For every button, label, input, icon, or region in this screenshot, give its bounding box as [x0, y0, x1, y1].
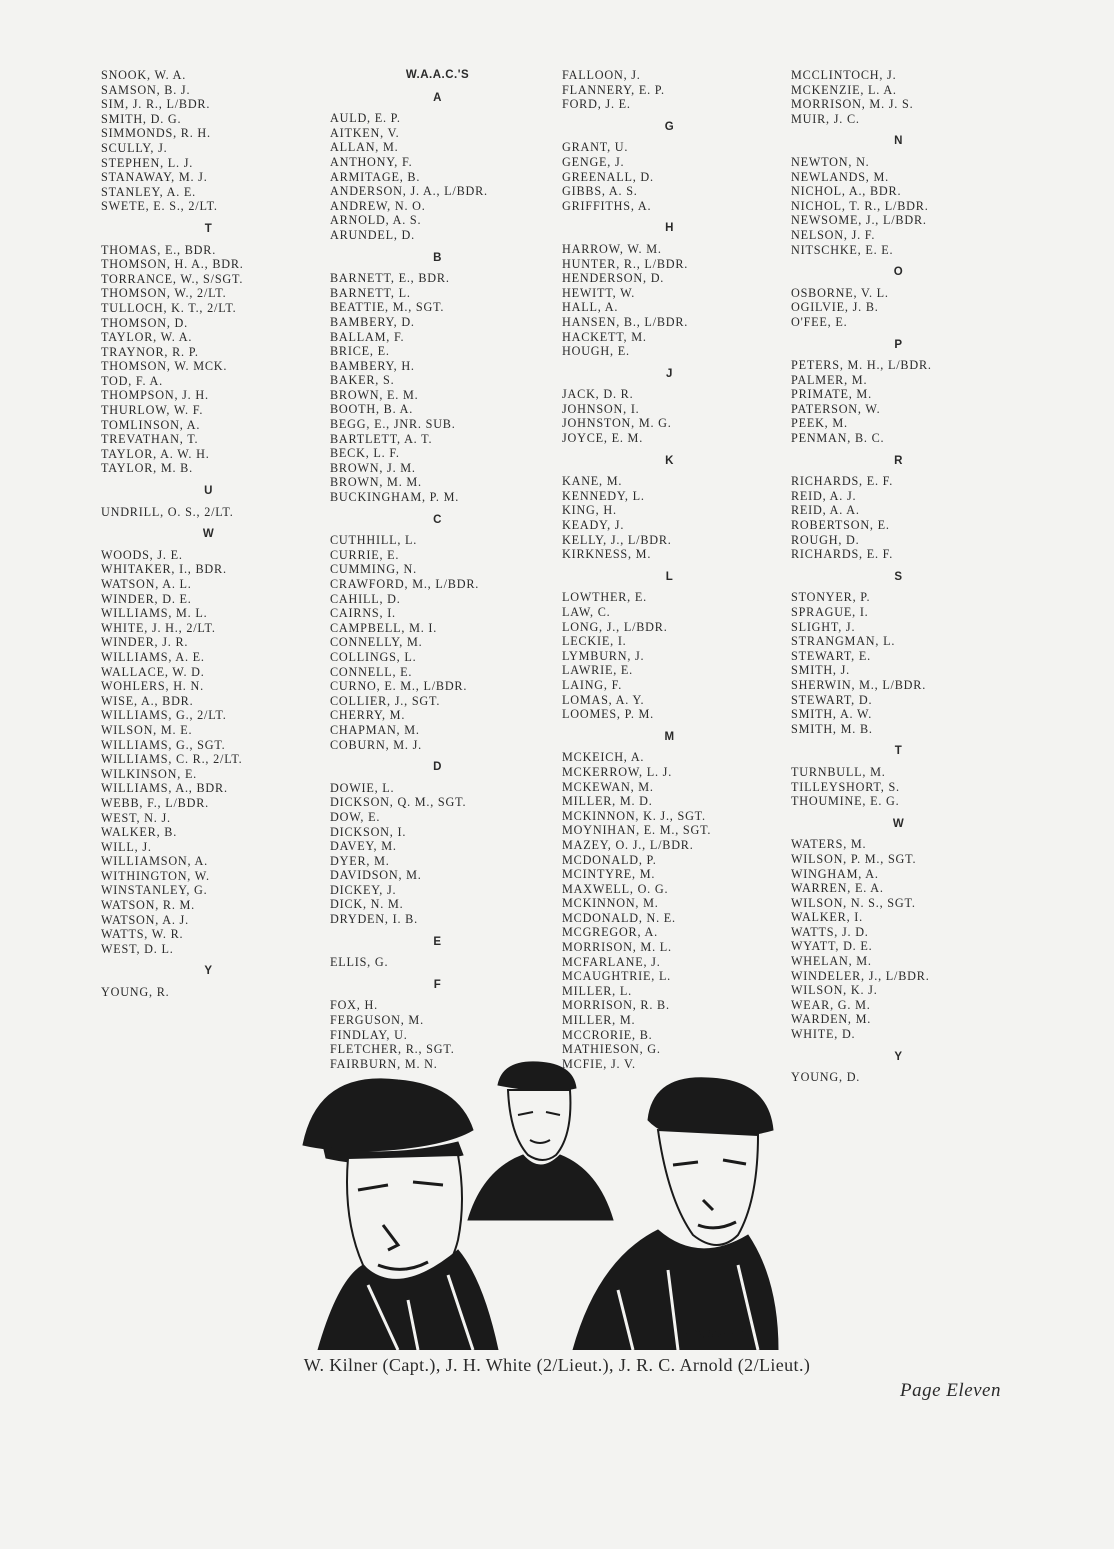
- list-item: GRIFFITHS, A.: [562, 198, 652, 213]
- list-item: MAZEY, O. J., L/BDR.: [562, 837, 694, 852]
- list-item: BROWN, E. M.: [330, 387, 419, 402]
- list-item: DICK, N. M.: [330, 897, 404, 912]
- list-item: WILSON, N. S., SGT.: [791, 895, 916, 910]
- list-item: KELLY, J., L/BDR.: [562, 532, 672, 547]
- list-item: MAXWELL, O. G.: [562, 881, 669, 896]
- list-item: ANDREW, N. O.: [330, 198, 426, 213]
- list-item: FINDLAY, U.: [330, 1027, 408, 1042]
- letter-heading: G: [664, 120, 675, 133]
- list-item: PENMAN, B. C.: [791, 431, 885, 446]
- list-item: DAVEY, M.: [330, 839, 397, 854]
- letter-heading: W: [202, 528, 215, 541]
- list-item: TULLOCH, K. T., 2/LT.: [101, 300, 237, 315]
- list-item: FLETCHER, R., SGT.: [330, 1042, 455, 1057]
- list-item: DOW, E.: [330, 809, 381, 824]
- list-item: MCKENZIE, L. A.: [791, 82, 897, 97]
- list-item: MILLER, L.: [562, 983, 632, 998]
- list-item: HEWITT, W.: [562, 285, 636, 300]
- list-item: GRANT, U.: [562, 140, 629, 155]
- list-item: REID, A. A.: [791, 503, 860, 518]
- list-item: DICKEY, J.: [330, 882, 397, 897]
- list-item: BALLAM, F.: [330, 329, 405, 344]
- page-number-label: Page Eleven: [900, 1380, 1001, 1401]
- list-item: SIMMONDS, R. H.: [101, 126, 211, 141]
- list-item: YOUNG, D.: [791, 1070, 861, 1085]
- name-column-4: [791, 68, 1006, 1085]
- list-item: NICHOL, A., BDR.: [791, 184, 902, 199]
- list-item: BEGG, E., JNR. SUB.: [330, 417, 456, 432]
- list-item: KEADY, J.: [562, 518, 625, 533]
- list-item: WINDER, D. E.: [101, 591, 192, 606]
- list-item: WINSTANLEY, G.: [101, 883, 208, 898]
- list-item: RICHARDS, E. F.: [791, 474, 894, 489]
- letter-heading: R: [894, 454, 903, 467]
- list-item: SCULLY, J.: [101, 140, 168, 155]
- list-item: KING, H.: [562, 503, 617, 518]
- list-item: LONG, J., L/BDR.: [562, 619, 668, 634]
- list-item: FALLOON, J.: [562, 68, 641, 82]
- list-item: THOMPSON, J. H.: [101, 388, 209, 403]
- list-item: WALLACE, W. D.: [101, 664, 205, 679]
- list-item: PEEK, M.: [791, 416, 848, 431]
- list-item: WOODS, J. E.: [101, 547, 183, 562]
- name-column-2: [330, 68, 545, 1071]
- list-item: TILLEYSHORT, S.: [791, 779, 900, 794]
- list-item: BARNETT, E., BDR.: [330, 271, 450, 286]
- list-item: KANE, M.: [562, 474, 623, 489]
- list-item: WILLIAMS, G., 2/LT.: [101, 708, 227, 723]
- list-item: PATERSON, W.: [791, 401, 881, 416]
- list-item: MCKERROW, L. J.: [562, 764, 673, 779]
- list-item: CUTHHILL, L.: [330, 533, 418, 548]
- list-item: WILLIAMS, G., SGT.: [101, 737, 226, 752]
- list-item: THOMSON, W., 2/LT.: [101, 286, 227, 301]
- list-item: MCDONALD, P.: [562, 852, 657, 867]
- list-item: DYER, M.: [330, 853, 390, 868]
- list-item: BARTLETT, A. T.: [330, 431, 433, 446]
- list-item: WALKER, B.: [101, 825, 178, 840]
- list-item: WATTS, W. R.: [101, 927, 184, 942]
- list-item: THOMAS, E., BDR.: [101, 242, 217, 257]
- list-item: SPRAGUE, I.: [791, 605, 869, 619]
- list-item: ELLIS, G.: [330, 955, 389, 970]
- list-item: SMITH, A. W.: [791, 707, 873, 722]
- list-item: CUMMING, N.: [330, 562, 418, 577]
- list-item: ARNOLD, A. S.: [330, 213, 422, 228]
- list-item: AITKEN, V.: [330, 125, 400, 140]
- letter-heading: E: [433, 935, 442, 948]
- list-item: HANSEN, B., L/BDR.: [562, 314, 689, 329]
- list-item: TOD, F. A.: [101, 373, 163, 388]
- list-item: HUNTER, R., L/BDR.: [562, 256, 689, 271]
- list-item: NICHOL, T. R., L/BDR.: [791, 198, 929, 213]
- list-item: WISE, A., BDR.: [101, 693, 194, 708]
- letter-heading: Y: [894, 1050, 903, 1063]
- letter-heading: J: [666, 367, 673, 380]
- list-item: CRAWFORD, M., L/BDR.: [330, 577, 480, 591]
- list-item: WEAR, G. M.: [791, 997, 871, 1012]
- section-title: W.A.A.C.'S: [405, 69, 470, 81]
- list-item: AULD, E. P.: [330, 111, 401, 126]
- list-item: DICKSON, I.: [330, 824, 407, 839]
- list-item: BOOTH, B. A.: [330, 402, 414, 417]
- letter-heading: W: [892, 817, 905, 830]
- list-item: WHITE, D.: [791, 1027, 856, 1042]
- illustration-caption: W. Kilner (Capt.), J. H. White (2/Lieut.), J. R. C. Arnold (2/Lieut.): [303, 1355, 811, 1375]
- list-item: YOUNG, R.: [101, 985, 170, 1000]
- list-item: THOUMINE, E. G.: [791, 794, 900, 809]
- list-item: STANAWAY, M. J.: [101, 170, 208, 185]
- list-item: CURNO, E. M., L/BDR.: [330, 679, 468, 694]
- list-item: REID, A. J.: [791, 488, 857, 503]
- list-item: WILLIAMS, M. L.: [101, 606, 208, 621]
- list-item: MORRISON, M. L.: [562, 940, 672, 955]
- list-item: WATSON, A. J.: [101, 912, 189, 927]
- list-item: COLLINGS, L.: [330, 649, 417, 664]
- list-item: WHITE, J. H., 2/LT.: [101, 620, 216, 635]
- list-item: WEST, N. J.: [101, 810, 171, 825]
- list-item: WOHLERS, H. N.: [101, 679, 204, 694]
- list-item: ROBERTSON, E.: [791, 518, 890, 533]
- list-item: COLLIER, J., SGT.: [330, 693, 441, 708]
- list-item: BECK, L. F.: [330, 446, 400, 461]
- list-item: LOWTHER, E.: [562, 590, 647, 605]
- list-item: HALL, A.: [562, 300, 619, 315]
- list-item: WINDER, J. R.: [101, 635, 189, 650]
- list-item: LECKIE, I.: [562, 634, 627, 649]
- list-item: BROWN, M. M.: [330, 475, 422, 490]
- list-item: PETERS, M. H., L/BDR.: [791, 358, 932, 373]
- list-item: PALMER, M.: [791, 372, 868, 387]
- list-item: SHERWIN, M., L/BDR.: [791, 677, 927, 692]
- list-item: BARNETT, L.: [330, 285, 411, 300]
- list-item: MILLER, M.: [562, 1013, 636, 1028]
- list-item: CONNELL, E.: [330, 664, 413, 679]
- list-item: JACK, D. R.: [562, 387, 634, 402]
- list-item: TAYLOR, M. B.: [101, 461, 193, 476]
- list-item: WARDEN, M.: [791, 1012, 872, 1027]
- list-item: MCKINNON, K. J., SGT.: [562, 808, 706, 823]
- list-item: CAIRNS, I.: [330, 606, 396, 621]
- list-item: ANTHONY, F.: [330, 154, 413, 169]
- list-item: MCDONALD, N. E.: [562, 910, 676, 925]
- list-item: WILL, J.: [101, 839, 152, 854]
- list-item: MATHIESON, G.: [562, 1042, 661, 1057]
- list-item: WEBB, F., L/BDR.: [101, 795, 209, 810]
- list-item: TAYLOR, W. A.: [101, 330, 193, 345]
- name-column-3: [562, 68, 777, 1071]
- list-item: WHELAN, M.: [791, 954, 872, 969]
- list-item: GIBBS, A. S.: [562, 184, 638, 199]
- list-item: WINDELER, J., L/BDR.: [791, 968, 930, 983]
- list-item: OGILVIE, J. B.: [791, 300, 879, 315]
- list-item: WEST, D. L.: [101, 941, 174, 956]
- officers-portrait-illustration: [298, 1050, 798, 1350]
- list-item: WALKER, I.: [791, 910, 863, 925]
- list-item: NEWSOME, J., L/BDR.: [791, 213, 927, 228]
- letter-heading: B: [433, 251, 442, 264]
- list-item: LOOMES, P. M.: [562, 707, 655, 722]
- list-item: BAMBERY, D.: [330, 314, 415, 329]
- list-item: HENDERSON, D.: [562, 271, 665, 286]
- letter-heading: S: [894, 570, 903, 583]
- list-item: MCFIE, J. V.: [562, 1056, 636, 1071]
- list-item: LAING, F.: [562, 677, 623, 692]
- list-item: FORD, J. E.: [562, 97, 631, 112]
- list-item: STONYER, P.: [791, 590, 871, 605]
- letter-heading: L: [665, 570, 674, 583]
- list-item: MCKEICH, A.: [562, 750, 645, 765]
- list-item: OSBORNE, V. L.: [791, 285, 889, 300]
- list-item: BAKER, S.: [330, 373, 395, 388]
- list-item: WILSON, K. J.: [791, 983, 878, 998]
- list-item: CAMPBELL, M. I.: [330, 620, 438, 635]
- list-item: WILSON, P. M., SGT.: [791, 851, 917, 866]
- letter-heading: T: [894, 745, 903, 758]
- list-item: MCCLINTOCH, J.: [791, 68, 897, 82]
- list-item: WILLIAMS, A., BDR.: [101, 781, 228, 796]
- middle-officer-figure: [468, 1062, 613, 1220]
- list-item: LAW, C.: [562, 605, 611, 619]
- list-item: WILKINSON, E.: [101, 766, 198, 781]
- list-item: WYATT, D. E.: [791, 939, 873, 954]
- list-item: SWETE, E. S., 2/LT.: [101, 199, 218, 214]
- list-item: SMITH, D. G.: [101, 111, 182, 126]
- name-column-1: [101, 68, 316, 1000]
- list-item: MOYNIHAN, E. M., SGT.: [562, 823, 712, 838]
- list-item: LAWRIE, E.: [562, 663, 633, 678]
- list-item: MCCRORIE, B.: [562, 1027, 653, 1042]
- list-item: KIRKNESS, M.: [562, 547, 652, 562]
- list-item: WITHINGTON, W.: [101, 868, 210, 883]
- list-item: HACKETT, M.: [562, 329, 647, 344]
- list-item: TURNBULL, M.: [791, 764, 886, 779]
- list-item: WILLIAMS, A. E.: [101, 649, 205, 664]
- list-item: O'FEE, E.: [791, 314, 848, 329]
- list-item: KENNEDY, L.: [562, 488, 645, 503]
- letter-heading: T: [204, 222, 213, 235]
- list-item: TORRANCE, W., S/SGT.: [101, 271, 244, 286]
- list-item: SLIGHT, J.: [791, 619, 856, 634]
- list-item: FLANNERY, E. P.: [562, 82, 665, 97]
- list-item: FOX, H.: [330, 998, 378, 1013]
- list-item: BROWN, J. M.: [330, 460, 416, 475]
- list-item: ARMITAGE, B.: [330, 169, 421, 184]
- list-item: FERGUSON, M.: [330, 1013, 424, 1028]
- list-item: BUCKINGHAM, P. M.: [330, 490, 460, 505]
- list-item: ROUGH, D.: [791, 532, 860, 547]
- list-item: JOYCE, E. M.: [562, 431, 644, 446]
- list-item: ANDERSON, J. A., L/BDR.: [330, 184, 488, 199]
- list-item: WATTS, J. D.: [791, 924, 869, 939]
- list-item: DOWIE, L.: [330, 780, 395, 795]
- letter-heading: N: [894, 135, 903, 148]
- list-item: CHERRY, M.: [330, 708, 406, 723]
- list-item: THOMSON, H. A., BDR.: [101, 257, 244, 272]
- list-item: NEWTON, N.: [791, 154, 870, 169]
- list-item: MILLER, M. D.: [562, 794, 653, 809]
- list-item: MCKINNON, M.: [562, 896, 659, 911]
- list-item: MCKEWAN, M.: [562, 779, 654, 794]
- list-item: STEWART, E.: [791, 648, 871, 663]
- list-item: WHITAKER, I., BDR.: [101, 562, 227, 577]
- list-item: SIM, J. R., L/BDR.: [101, 97, 211, 112]
- letter-heading: F: [433, 978, 442, 991]
- list-item: SNOOK, W. A.: [101, 68, 187, 82]
- list-item: SMITH, M. B.: [791, 721, 873, 736]
- list-item: DRYDEN, I. B.: [330, 912, 418, 927]
- list-item: HOUGH, E.: [562, 344, 630, 359]
- list-item: WATERS, M.: [791, 837, 867, 852]
- list-item: COBURN, M. J.: [330, 737, 423, 752]
- list-item: UNDRILL, O. S., 2/LT.: [101, 504, 234, 519]
- letter-heading: K: [665, 454, 674, 467]
- list-item: LOMAS, A. Y.: [562, 692, 645, 707]
- list-item: GENGE, J.: [562, 154, 625, 169]
- list-item: PRIMATE, M.: [791, 387, 872, 402]
- list-item: WINGHAM, A.: [791, 866, 879, 881]
- letter-heading: M: [664, 730, 675, 743]
- letter-heading: O: [893, 266, 904, 279]
- list-item: LYMBURN, J.: [562, 648, 645, 663]
- list-item: BRICE, E.: [330, 344, 390, 359]
- list-item: MORRISON, R. B.: [562, 998, 670, 1013]
- list-item: MCGREGOR, A.: [562, 925, 658, 940]
- artist-signature: LES. STEEL: [678, 1327, 747, 1341]
- list-item: CONNELLY, M.: [330, 635, 423, 650]
- list-item: MORRISON, M. J. S.: [791, 97, 914, 112]
- list-item: WARREN, E. A.: [791, 881, 884, 896]
- list-item: SMITH, J.: [791, 663, 851, 678]
- list-item: NITSCHKE, E. E.: [791, 242, 894, 257]
- letter-heading: A: [433, 91, 442, 104]
- list-item: BAMBERY, H.: [330, 358, 415, 373]
- list-item: STRANGMAN, L.: [791, 634, 896, 649]
- list-item: SAMSON, B. J.: [101, 82, 191, 97]
- list-item: TREVATHAN, T.: [101, 432, 199, 447]
- list-item: JOHNSON, I.: [562, 401, 640, 416]
- letter-heading: Y: [204, 965, 213, 978]
- list-item: TOMLINSON, A.: [101, 417, 201, 432]
- list-item: WATSON, A. L.: [101, 577, 192, 591]
- list-item: STEPHEN, L. J.: [101, 155, 194, 170]
- list-item: NEWLANDS, M.: [791, 169, 889, 184]
- list-item: FAIRBURN, M. N.: [330, 1056, 438, 1071]
- list-item: JOHNSTON, M. G.: [562, 416, 672, 431]
- list-item: THOMSON, D.: [101, 315, 189, 330]
- letter-heading: U: [204, 485, 213, 498]
- list-item: STANLEY, A. E.: [101, 184, 196, 199]
- list-item: HARROW, W. M.: [562, 241, 662, 256]
- list-item: MCFARLANE, J.: [562, 954, 661, 969]
- list-item: CHAPMAN, M.: [330, 722, 420, 737]
- list-item: MUIR, J. C.: [791, 111, 860, 126]
- left-officer-figure: [303, 1079, 498, 1350]
- letter-heading: C: [433, 513, 442, 526]
- list-item: ARUNDEL, D.: [330, 227, 415, 242]
- list-item: MCINTYRE, M.: [562, 867, 656, 882]
- letter-heading: D: [433, 761, 442, 774]
- list-item: DICKSON, Q. M., SGT.: [330, 795, 467, 810]
- list-item: CURRIE, E.: [330, 547, 400, 562]
- list-item: CAHILL, D.: [330, 591, 401, 606]
- list-item: WILLIAMSON, A.: [101, 854, 208, 869]
- list-item: MCAUGHTRIE, L.: [562, 969, 672, 984]
- list-item: WILLIAMS, C. R., 2/LT.: [101, 752, 243, 767]
- list-item: THURLOW, W. F.: [101, 403, 204, 418]
- list-item: TRAYNOR, R. P.: [101, 344, 199, 359]
- list-item: DAVIDSON, M.: [330, 868, 422, 883]
- list-item: BEATTIE, M., SGT.: [330, 300, 445, 315]
- list-item: TAYLOR, A. W. H.: [101, 446, 210, 461]
- list-item: GREENALL, D.: [562, 169, 654, 184]
- list-item: ALLAN, M.: [330, 140, 399, 155]
- list-item: RICHARDS, E. F.: [791, 547, 894, 562]
- list-item: WATSON, R. M.: [101, 898, 196, 913]
- list-item: THOMSON, W. MCK.: [101, 359, 228, 374]
- letter-heading: P: [894, 338, 903, 351]
- list-item: WILSON, M. E.: [101, 722, 193, 737]
- list-item: STEWART, D.: [791, 692, 873, 707]
- letter-heading: H: [665, 222, 674, 235]
- list-item: NELSON, J. F.: [791, 227, 876, 242]
